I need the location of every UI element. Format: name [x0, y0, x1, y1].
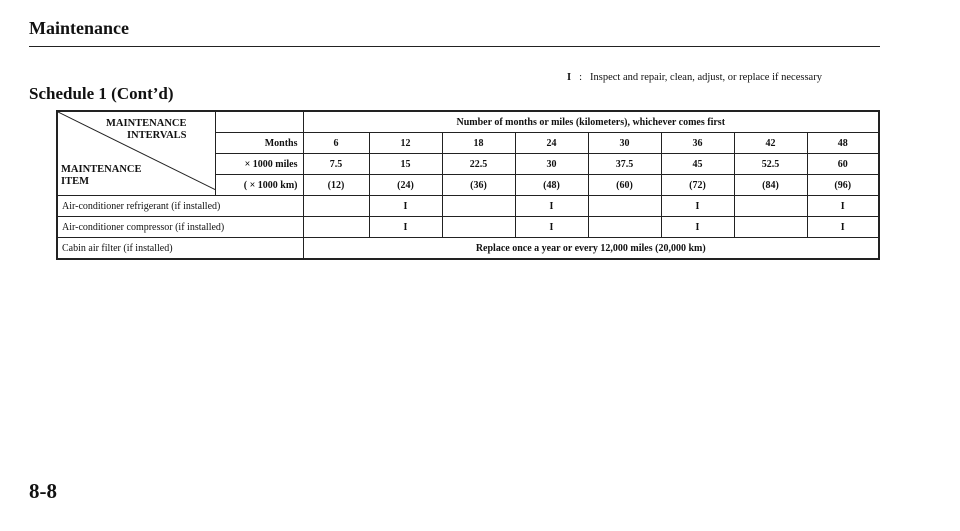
- months-cell: 36: [661, 133, 734, 154]
- months-cell: 42: [734, 133, 807, 154]
- legend-code: I: [567, 72, 572, 83]
- item-name: Air-conditioner refrigerant (if installed): [57, 196, 303, 217]
- mark-cell: [588, 217, 661, 238]
- mark-cell: I: [661, 196, 734, 217]
- row-label-km: ( × 1000 km): [215, 175, 303, 196]
- mark-cell: [442, 196, 515, 217]
- km-cell: (96): [807, 175, 879, 196]
- mark-cell: I: [661, 217, 734, 238]
- corner-blank: [215, 111, 303, 133]
- replacement-note: Replace once a year or every 12,000 miles (20,000 km): [303, 238, 879, 260]
- legend-text: Inspect and repair, clean, adjust, or replace if necessary: [590, 72, 822, 83]
- mark-cell: [303, 217, 369, 238]
- interval-header: Number of months or miles (kilometers), whichever comes first: [303, 111, 879, 133]
- mark-cell: [588, 196, 661, 217]
- km-cell: (48): [515, 175, 588, 196]
- km-cell: (24): [369, 175, 442, 196]
- corner-label-item: MAINTENANCE ITEM: [61, 164, 142, 187]
- months-cell: 18: [442, 133, 515, 154]
- miles-cell: 52.5: [734, 154, 807, 175]
- miles-cell: 60: [807, 154, 879, 175]
- legend: [567, 72, 822, 83]
- row-label-miles: × 1000 miles: [215, 154, 303, 175]
- months-cell: 6: [303, 133, 369, 154]
- legend-separator: :: [579, 72, 583, 83]
- mark-cell: I: [515, 217, 588, 238]
- months-cell: 30: [588, 133, 661, 154]
- mark-cell: [303, 196, 369, 217]
- corner-cell: [57, 111, 215, 196]
- months-cell: 24: [515, 133, 588, 154]
- section-title: Maintenance: [29, 18, 129, 38]
- table-row: [57, 196, 879, 217]
- mark-cell: I: [369, 196, 442, 217]
- miles-cell: 37.5: [588, 154, 661, 175]
- corner-label-intervals: MAINTENANCE INTERVALS: [106, 118, 187, 141]
- months-cell: 48: [807, 133, 879, 154]
- mark-cell: I: [515, 196, 588, 217]
- schedule-title: Schedule 1 (Cont’d): [29, 84, 174, 103]
- item-name: Air-conditioner compressor (if installed): [57, 217, 303, 238]
- table-row: [57, 238, 879, 260]
- page-number: 8-8: [29, 479, 57, 503]
- item-name: Cabin air filter (if installed): [57, 238, 303, 260]
- mark-cell: [734, 217, 807, 238]
- km-cell: (72): [661, 175, 734, 196]
- miles-cell: 15: [369, 154, 442, 175]
- mark-cell: [442, 217, 515, 238]
- mark-cell: I: [369, 217, 442, 238]
- mark-cell: [734, 196, 807, 217]
- km-cell: (84): [734, 175, 807, 196]
- maintenance-schedule-table: [56, 110, 880, 260]
- months-cell: 12: [369, 133, 442, 154]
- row-label-months: Months: [215, 133, 303, 154]
- km-cell: (60): [588, 175, 661, 196]
- title-rule: [29, 46, 880, 47]
- miles-cell: 22.5: [442, 154, 515, 175]
- miles-cell: 45: [661, 154, 734, 175]
- miles-cell: 30: [515, 154, 588, 175]
- km-cell: (36): [442, 175, 515, 196]
- km-cell: (12): [303, 175, 369, 196]
- table-row: [57, 217, 879, 238]
- miles-cell: 7.5: [303, 154, 369, 175]
- mark-cell: I: [807, 217, 879, 238]
- mark-cell: I: [807, 196, 879, 217]
